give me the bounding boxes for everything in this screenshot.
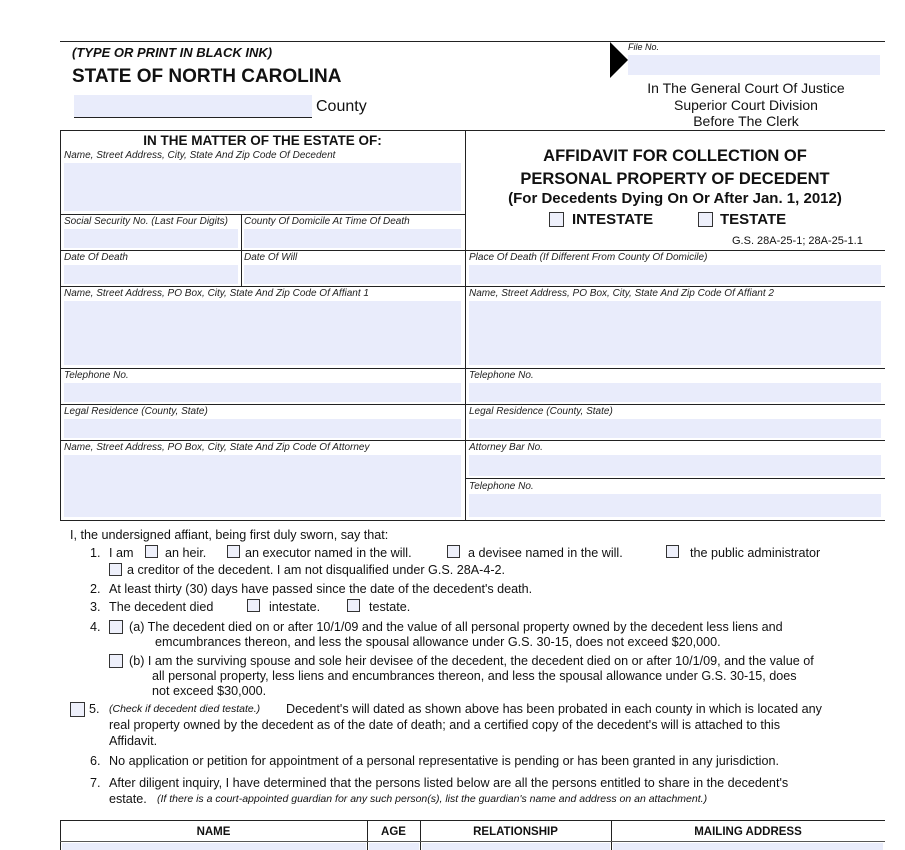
item-4b-line-2: all personal property, less liens and encumbrances thereon, and less the spousal allowance under G.S. 30-15, does	[152, 669, 797, 683]
bar-no-input[interactable]	[469, 455, 881, 476]
grid-line	[60, 368, 885, 369]
died-testate-label: testate.	[369, 600, 411, 614]
item-5-number: 5.	[89, 702, 100, 716]
creditor-label: a creditor of the decedent. I am not disqualified under G.S. 28A-4-2.	[127, 563, 506, 577]
date-of-will-label: Date Of Will	[244, 252, 298, 263]
item-5-line-3: Affidavit.	[109, 734, 158, 748]
grid-line	[60, 404, 885, 405]
statute-ref: G.S. 28A-25-1; 28A-25-1.1	[732, 235, 863, 247]
grid-line	[60, 130, 885, 131]
table-header-line	[60, 841, 885, 842]
domicile-label: County Of Domicile At Time Of Death	[244, 216, 410, 227]
grid-line	[60, 440, 885, 441]
testate-checkbox[interactable]	[698, 212, 713, 227]
affiant2-label: Name, Street Address, PO Box, City, State And Zip Code Of Affiant 2	[469, 288, 774, 299]
court-line-2: Superior Court Division	[674, 96, 818, 113]
died-intestate-checkbox[interactable]	[247, 599, 260, 612]
heir-address-input[interactable]	[613, 843, 883, 850]
item-2-text: At least thirty (30) days have passed since the date of the decedent's death.	[109, 582, 533, 596]
place-of-death-label: Place Of Death (If Different From County Of Domicile)	[469, 252, 708, 263]
item-7-line-2: estate.	[109, 792, 147, 806]
item-7-note: (If there is a court-appointed guardian for any such person(s), list the guardian's name and address on an attachment.)	[157, 793, 708, 805]
top-border	[60, 41, 885, 42]
attorney-input[interactable]	[64, 455, 461, 517]
item-5-line-1: Decedent's will dated as shown above has been probated in each county in which is located any	[286, 702, 822, 716]
court-line-3: Before The Clerk	[693, 113, 799, 129]
file-arrow-icon	[610, 42, 630, 78]
heir-name-input[interactable]	[62, 843, 366, 850]
decedent-name-input[interactable]	[64, 163, 461, 211]
affiant2-residence-input[interactable]	[469, 419, 881, 438]
col-age-header: AGE	[381, 826, 406, 838]
item-3-text: The decedent died	[109, 600, 214, 614]
file-no-label: File No.	[628, 42, 660, 52]
col-relationship-header: RELATIONSHIP	[473, 826, 558, 838]
grid-line	[60, 250, 885, 251]
col-name-header: NAME	[196, 826, 231, 838]
domicile-input[interactable]	[244, 229, 461, 248]
heir-checkbox[interactable]	[145, 545, 158, 558]
item-5-checkbox[interactable]	[70, 702, 85, 717]
title-line-2: PERSONAL PROPERTY OF DECEDENT	[520, 170, 830, 188]
county-label: County	[316, 98, 367, 115]
item-4b-line-3: not exceed $30,000.	[152, 684, 267, 698]
affiant2-telephone-label: Telephone No.	[469, 370, 534, 381]
public-administrator-label: the public administrator	[690, 546, 821, 560]
date-of-death-label: Date Of Death	[64, 252, 128, 263]
devisee-checkbox[interactable]	[447, 545, 460, 558]
affiant2-input[interactable]	[469, 301, 881, 365]
date-of-death-input[interactable]	[64, 265, 238, 284]
item-4a-checkbox[interactable]	[109, 620, 123, 634]
grid-divider	[241, 214, 242, 286]
affiant1-residence-label: Legal Residence (County, State)	[64, 406, 208, 417]
table-top-border	[60, 820, 885, 821]
executor-label: an executor named in the will.	[245, 546, 412, 560]
court-line-1: In The General Court Of Justice	[647, 80, 845, 96]
grid-line	[60, 520, 885, 521]
attorney-telephone-label: Telephone No.	[469, 481, 534, 492]
affiant1-telephone-label: Telephone No.	[64, 370, 129, 381]
grid-line	[60, 286, 885, 287]
attorney-label: Name, Street Address, PO Box, City, State And Zip Code Of Attorney	[64, 442, 370, 453]
heir-relationship-input[interactable]	[422, 843, 610, 850]
grid-line	[60, 214, 465, 215]
ssn-input[interactable]	[64, 229, 238, 248]
title-subtitle: (For Decedents Dying On Or After Jan. 1, 2012)	[508, 190, 842, 207]
heir-label: an heir.	[165, 546, 207, 560]
affiant1-residence-input[interactable]	[64, 419, 461, 438]
affiant1-input[interactable]	[64, 301, 461, 365]
county-input[interactable]	[74, 95, 312, 117]
date-of-will-input[interactable]	[244, 265, 461, 284]
col-address-header: MAILING ADDRESS	[694, 826, 802, 838]
creditor-checkbox[interactable]	[109, 563, 122, 576]
court-info	[610, 80, 882, 130]
item-4-number: 4.	[90, 620, 101, 634]
estate-heading: IN THE MATTER OF THE ESTATE OF:	[143, 133, 382, 148]
item-4b-line-1: (b) I am the surviving spouse and sole heir devisee of the decedent, the decedent died on or after 10/1/09, and the value of	[129, 654, 814, 668]
affiant2-residence-label: Legal Residence (County, State)	[469, 406, 613, 417]
ink-note: (TYPE OR PRINT IN BLACK INK)	[72, 45, 273, 60]
intestate-label: INTESTATE	[572, 211, 654, 228]
executor-checkbox[interactable]	[227, 545, 240, 558]
item-4a-line-2: emcumbrances thereon, and less the spousal allowance under G.S. 30-15, does not exceed $20,000.	[155, 635, 721, 649]
item-7-line-1: After diligent inquiry, I have determined that the persons listed below are all the persons entitled to share in the decedent's	[109, 776, 789, 790]
affiant1-telephone-input[interactable]	[64, 383, 461, 402]
item-5-note: (Check if decedent died testate.)	[109, 703, 261, 715]
died-intestate-label: intestate.	[269, 600, 321, 614]
decedent-name-label: Name, Street Address, City, State And Zip Code Of Decedent	[64, 150, 336, 161]
form-title	[465, 145, 885, 191]
item-6-number: 6.	[90, 754, 101, 768]
public-administrator-checkbox[interactable]	[666, 545, 679, 558]
ssn-label: Social Security No. (Last Four Digits)	[64, 216, 228, 227]
file-no-input[interactable]	[628, 55, 880, 75]
item-7-number: 7.	[90, 776, 101, 790]
item-2-number: 2.	[90, 582, 101, 596]
state-title: STATE OF NORTH CAROLINA	[72, 66, 342, 87]
item-6-text: No application or petition for appointment of a personal representative is pending or has been granted in any jurisdiction.	[109, 754, 779, 768]
item-3-number: 3.	[90, 600, 101, 614]
grid-line	[465, 478, 885, 479]
attorney-telephone-input[interactable]	[469, 494, 881, 517]
item-1-iam: I am	[109, 546, 134, 560]
devisee-label: a devisee named in the will.	[468, 546, 623, 560]
place-of-death-input[interactable]	[469, 265, 881, 284]
item-4a-line-1: (a) The decedent died on or after 10/1/09 and the value of all personal property owned by the decedent less liens and	[129, 620, 783, 634]
affiant1-label: Name, Street Address, PO Box, City, State And Zip Code Of Affiant 1	[64, 288, 369, 299]
county-underline	[74, 117, 312, 118]
heir-age-input[interactable]	[369, 843, 419, 850]
grid-left-border	[60, 130, 61, 520]
intestate-checkbox[interactable]	[549, 212, 564, 227]
item-4b-checkbox[interactable]	[109, 654, 123, 668]
intro-text: I, the undersigned affiant, being first duly sworn, say that:	[70, 528, 389, 542]
item-5-line-2: real property owned by the decedent as of the date of death; and a certified copy of the decedent's will is attached to this	[109, 718, 780, 732]
died-testate-checkbox[interactable]	[347, 599, 360, 612]
testate-label: TESTATE	[720, 211, 787, 228]
bar-no-label: Attorney Bar No.	[469, 442, 543, 453]
title-line-1: AFFIDAVIT FOR COLLECTION OF	[543, 147, 807, 165]
item-1-number: 1.	[90, 546, 101, 560]
affiant2-telephone-input[interactable]	[469, 383, 881, 402]
